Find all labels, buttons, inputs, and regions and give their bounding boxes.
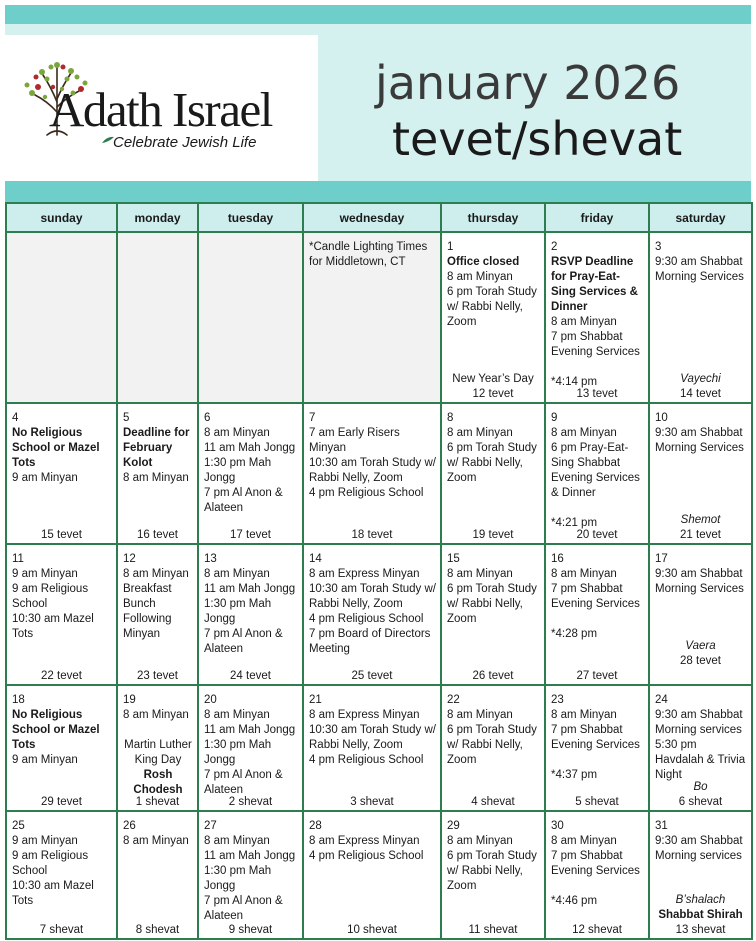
day-cell (303, 685, 441, 811)
hebrew-date-footer (442, 372, 544, 402)
day-cell-content (7, 812, 116, 938)
day-number: 12 (123, 553, 136, 565)
event-line: 7 pm Al Anon & Alateen (204, 769, 283, 796)
logo-tagline: Celebrate Jewish Life (113, 134, 257, 151)
day-cell (441, 232, 545, 403)
hebrew-date-footer (442, 923, 544, 938)
empty-day-cell (117, 232, 198, 403)
day-number: 10 (655, 412, 668, 424)
day-cell-content (650, 404, 751, 543)
day-cell (117, 403, 198, 544)
hebrew-date-footer (442, 528, 544, 543)
hebrew-date-footer (7, 669, 116, 684)
event-line: 8 am Minyan (123, 568, 189, 580)
header-bottom-bar (5, 181, 751, 202)
event-line: 4 pm Religious School (309, 850, 424, 862)
day-cell-content (199, 812, 302, 938)
special-shabbat: Shabbat Shirah (658, 909, 743, 921)
torah-portion: Shemot (680, 514, 721, 526)
logo-name: Adath Israel (49, 82, 272, 137)
event-line: 9 am Religious School (12, 583, 89, 610)
hebrew-date: 8 shevat (135, 924, 180, 936)
event-line: 10:30 am Torah Study w/ Rabbi Nelly, Zoom (309, 583, 436, 610)
event-line: 7 pm Shabbat Evening Services (551, 331, 640, 358)
day-number: 29 (447, 820, 460, 832)
spacer (551, 360, 644, 375)
event-line: 5:30 pm Havdalah & Trivia Night (655, 739, 746, 781)
day-cell-content (650, 545, 751, 684)
hebrew-date: 23 tevet (137, 670, 178, 682)
day-number: 25 (12, 820, 25, 832)
event-line: 1:30 pm Mah Jongg (204, 739, 272, 766)
hebrew-date-footer (7, 923, 116, 938)
day-cell (303, 403, 441, 544)
event-line: 8 am Minyan (204, 835, 270, 847)
event-line: 7 pm Board of Directors Meeting (309, 628, 431, 655)
empty-day-cell (6, 232, 117, 403)
hebrew-date: 28 tevet (680, 655, 721, 667)
event-line: 9:30 am Shabbat Morning services (655, 835, 743, 862)
hebrew-date: 11 shevat (468, 924, 518, 936)
weekday-header-saturday: saturday (649, 203, 752, 232)
event-line: 10:30 am Mazel Tots (12, 880, 94, 907)
day-cell (198, 811, 303, 939)
spacer (551, 879, 644, 894)
calendar-week-row (6, 232, 752, 403)
event-line: 10:30 am Torah Study w/ Rabbi Nelly, Zoom (309, 457, 436, 484)
event-line: 9 am Minyan (12, 568, 78, 580)
hebrew-date-footer (304, 669, 440, 684)
event-line: 9:30 am Shabbat Morning Services (655, 427, 744, 454)
day-cell-content (118, 686, 197, 810)
event-line: 8 am Minyan (204, 427, 270, 439)
day-cell (441, 811, 545, 939)
day-cell-content (442, 812, 544, 938)
day-cell-content (304, 233, 440, 402)
hebrew-date: 24 tevet (230, 670, 271, 682)
spacer (551, 501, 644, 516)
event-line: 4 pm Religious School (309, 487, 424, 499)
day-number: 30 (551, 820, 564, 832)
day-cell (649, 403, 752, 544)
day-cell-content (199, 686, 302, 810)
day-cell-content (118, 233, 197, 402)
event-line: 7 pm Al Anon & Alateen (204, 628, 283, 655)
day-number: 7 (309, 412, 316, 424)
hebrew-date-footer (442, 669, 544, 684)
logo (5, 35, 318, 181)
event-highlight: Rosh Chodesh (133, 769, 183, 796)
hebrew-date-footer (650, 372, 751, 402)
day-number: 6 (204, 412, 211, 424)
day-number: 18 (12, 694, 25, 706)
event-line: 11 am Mah Jongg (204, 583, 296, 595)
hebrew-date: 7 shevat (39, 924, 84, 936)
calendar-week-row (6, 811, 752, 939)
hebrew-date-footer (118, 528, 197, 543)
hebrew-date: 12 shevat (572, 924, 622, 936)
day-cell-content (7, 686, 116, 810)
hebrew-date: 27 tevet (576, 670, 618, 682)
day-number: 4 (12, 412, 19, 424)
day-number: 17 (655, 553, 668, 565)
torah-portion: Bo (693, 781, 708, 793)
event-line: 8 am Minyan (447, 709, 513, 721)
day-cell-content (546, 404, 648, 543)
day-number: 21 (309, 694, 322, 706)
hebrew-date: 15 tevet (41, 529, 82, 541)
day-number: 20 (204, 694, 217, 706)
hebrew-date-footer (546, 923, 648, 938)
hebrew-date-footer (546, 669, 648, 684)
event-line: 8 am Minyan (551, 427, 617, 439)
day-number: 27 (204, 820, 217, 832)
day-number: 11 (12, 553, 24, 565)
calendar-grid (5, 202, 753, 940)
hebrew-date: 4 shevat (471, 796, 515, 808)
hebrew-date: 9 shevat (228, 924, 273, 936)
event-line: *Candle Lighting Times for Middletown, CT (309, 241, 428, 268)
event-line: *4:14 pm (551, 376, 598, 388)
day-cell-content (442, 404, 544, 543)
event-line: 1:30 pm Mah Jongg (204, 457, 272, 484)
day-cell (441, 544, 545, 685)
hebrew-date: 20 tevet (576, 529, 618, 541)
day-cell (303, 811, 441, 939)
event-line: 6 pm Torah Study w/ Rabbi Nelly, Zoom (447, 583, 537, 625)
event-line: 11 am Mah Jongg (204, 442, 296, 454)
day-cell (117, 811, 198, 939)
day-cell (441, 685, 545, 811)
day-cell-content (304, 545, 440, 684)
day-cell (545, 232, 649, 403)
day-number: 15 (447, 553, 460, 565)
day-cell-content (199, 545, 302, 684)
day-cell-content (199, 233, 302, 402)
day-cell (545, 811, 649, 939)
hebrew-date-footer (304, 795, 440, 810)
day-cell (303, 544, 441, 685)
event-line: *4:28 pm (551, 628, 598, 640)
event-line: *4:37 pm (551, 769, 598, 781)
day-number: 28 (309, 820, 322, 832)
event-line: 8 am Minyan (123, 709, 189, 721)
day-cell-content (7, 233, 116, 402)
day-number: 24 (655, 694, 668, 706)
hebrew-date: 19 tevet (472, 529, 514, 541)
day-number: 14 (309, 553, 322, 565)
hebrew-date-footer (7, 528, 116, 543)
event-line: 6 pm Torah Study w/ Rabbi Nelly, Zoom (447, 286, 537, 328)
spacer (123, 723, 193, 738)
weekday-header-monday: monday (117, 203, 198, 232)
event-line: 8 am Express Minyan (309, 568, 420, 580)
event-line: 7 pm Al Anon & Alateen (204, 895, 283, 922)
hebrew-date-footer (442, 795, 544, 810)
hebrew-date-footer (7, 795, 116, 810)
hebrew-date: 2 shevat (228, 796, 273, 808)
day-number: 13 (204, 553, 217, 565)
weekday-header-row (6, 203, 752, 232)
hebrew-date: New Year’s Day (452, 373, 534, 385)
event-line: 10:30 am Mazel Tots (12, 613, 94, 640)
event-line: 11 am Mah Jongg (204, 850, 296, 862)
weekday-header-thursday: thursday (441, 203, 545, 232)
hebrew-date: 3 shevat (350, 796, 394, 808)
day-cell (649, 232, 752, 403)
day-cell-content (442, 545, 544, 684)
day-number: 2 (551, 241, 558, 253)
hebrew-date: 5 shevat (575, 796, 619, 808)
day-number: 8 (447, 412, 454, 424)
event-highlight: RSVP Deadline for Pray-Eat-Sing Services & Dinner (551, 256, 638, 313)
torah-portion: Vayechi (680, 373, 721, 385)
event-line: 4 pm Religious School (309, 613, 424, 625)
day-cell-content (304, 812, 440, 938)
hebrew-date: 17 tevet (230, 529, 271, 541)
day-cell-content (304, 404, 440, 543)
hebrew-date: 29 tevet (41, 796, 82, 808)
day-cell (198, 685, 303, 811)
day-cell-content (118, 404, 197, 543)
day-cell (198, 544, 303, 685)
day-cell-content (304, 686, 440, 810)
event-line: 6 pm Torah Study w/ Rabbi Nelly, Zoom (447, 442, 537, 484)
event-line: 6 pm Pray-Eat-Sing Shabbat Evening Services & Dinner (551, 442, 640, 499)
event-line: 6 pm Torah Study w/ Rabbi Nelly, Zoom (447, 850, 537, 892)
hebrew-date-footer (546, 528, 648, 543)
day-cell-content (546, 812, 648, 938)
hebrew-date-footer (118, 923, 197, 938)
day-cell-content (650, 233, 751, 402)
day-cell-content (199, 404, 302, 543)
event-line: 10:30 am Torah Study w/ Rabbi Nelly, Zoom (309, 724, 436, 751)
hebrew-date-footer (118, 669, 197, 684)
event-line: 8 am Minyan (551, 568, 617, 580)
day-cell-content (118, 812, 197, 938)
day-cell-content (7, 404, 116, 543)
day-cell (6, 811, 117, 939)
day-number: 22 (447, 694, 460, 706)
weekday-header-sunday: sunday (6, 203, 117, 232)
hebrew-date-footer (199, 923, 302, 938)
event-line: 8 am Minyan (204, 709, 270, 721)
day-cell-content (442, 233, 544, 402)
event-line: 9 am Religious School (12, 850, 89, 877)
event-highlight: Deadline for February Kolot (123, 427, 190, 469)
hebrew-date: 21 tevet (680, 529, 721, 541)
day-number: 31 (655, 820, 668, 832)
event-line: 1:30 pm Mah Jongg (204, 865, 272, 892)
day-cell-content (442, 686, 544, 810)
day-cell (649, 811, 752, 939)
day-cell-content (118, 545, 197, 684)
hebrew-date-footer (199, 669, 302, 684)
event-line: 8 am Minyan (123, 835, 189, 847)
weekday-header-friday: friday (545, 203, 649, 232)
day-number: 16 (551, 553, 564, 565)
hebrew-date-footer (546, 387, 648, 402)
day-cell-content (546, 233, 648, 402)
hebrew-date-footer (650, 893, 751, 938)
event-line: 9:30 am Shabbat Morning Services (655, 256, 744, 283)
day-cell (6, 403, 117, 544)
hebrew-date-footer (650, 780, 751, 810)
event-highlight: No Religious School or Mazel Tots (12, 427, 100, 469)
hebrew-date: 22 tevet (41, 670, 82, 682)
top-accent-bar (5, 5, 751, 24)
hebrew-date: 10 shevat (347, 924, 397, 936)
event-line: 4 pm Religious School (309, 754, 424, 766)
day-cell (545, 403, 649, 544)
event-line: 8 am Minyan (551, 835, 617, 847)
day-number: 9 (551, 412, 558, 424)
event-line: 8 am Minyan (551, 316, 617, 328)
event-line: 9 am Minyan (12, 472, 78, 484)
hebrew-date: 18 tevet (351, 529, 393, 541)
event-line: 9:30 am Shabbat Morning services (655, 709, 743, 736)
month-title: january 2026 (375, 56, 681, 110)
event-line: 8 am Minyan (123, 472, 189, 484)
day-cell (649, 685, 752, 811)
hebrew-date-footer (546, 795, 648, 810)
event-line: 6 pm Torah Study w/ Rabbi Nelly, Zoom (447, 724, 537, 766)
spacer (551, 612, 644, 627)
day-number: 26 (123, 820, 136, 832)
day-cell (545, 544, 649, 685)
day-number: 19 (123, 694, 136, 706)
day-number: 23 (551, 694, 564, 706)
weekday-header-tuesday: tuesday (198, 203, 303, 232)
event-line: *4:21 pm (551, 517, 598, 529)
event-line: 7 pm Al Anon & Alateen (204, 487, 283, 514)
day-cell (198, 403, 303, 544)
event-line: 11 am Mah Jongg (204, 724, 296, 736)
day-cell-content (546, 686, 648, 810)
hebrew-date: 26 tevet (472, 670, 514, 682)
event-highlight: No Religious School or Mazel Tots (12, 709, 100, 751)
calendar-week-row (6, 544, 752, 685)
hebrew-months-title: tevet/shevat (392, 112, 683, 166)
spacer (650, 669, 751, 684)
event-line: 8 am Express Minyan (309, 835, 420, 847)
event-line: 9 am Minyan (12, 835, 78, 847)
hebrew-date: 6 shevat (678, 796, 723, 808)
day-cell (117, 685, 198, 811)
torah-portion: Vaera (685, 640, 716, 652)
event-line: *4:46 pm (551, 895, 598, 907)
day-cell (6, 685, 117, 811)
torah-portion: B’shalach (675, 894, 726, 906)
event-line: 8 am Minyan (447, 568, 513, 580)
hebrew-date-footer (304, 923, 440, 938)
day-number: 1 (447, 241, 454, 253)
event-line: 9:30 am Shabbat Morning Services (655, 568, 744, 595)
event-line: 7 am Early Risers Minyan (309, 427, 400, 454)
event-line: 1:30 pm Mah Jongg (204, 598, 272, 625)
event-line: Breakfast Bunch Following Minyan (123, 583, 172, 640)
event-line: 8 am Minyan (447, 835, 513, 847)
event-line: 8 am Minyan (447, 271, 513, 283)
hebrew-date-footer (650, 639, 751, 684)
hebrew-date: 25 tevet (351, 670, 393, 682)
day-cell (441, 403, 545, 544)
day-number: 5 (123, 412, 130, 424)
weekday-header-wednesday: wednesday (303, 203, 441, 232)
empty-day-cell (303, 232, 441, 403)
hebrew-date: 13 shevat (675, 924, 726, 936)
event-line: 8 am Minyan (204, 568, 270, 580)
hebrew-date-footer (199, 795, 302, 810)
hebrew-date-footer (650, 513, 751, 543)
hebrew-date: 1 shevat (135, 796, 180, 808)
event-line: 8 am Express Minyan (309, 709, 420, 721)
day-cell-content (7, 545, 116, 684)
event-line: 8 am Minyan (447, 427, 513, 439)
hebrew-date-footer (199, 528, 302, 543)
empty-day-cell (198, 232, 303, 403)
day-cell (6, 544, 117, 685)
event-line: 9 am Minyan (12, 754, 78, 766)
day-cell (649, 544, 752, 685)
day-cell (545, 685, 649, 811)
day-cell-content (546, 545, 648, 684)
spacer (551, 753, 644, 768)
event-line: 7 pm Shabbat Evening Services (551, 850, 640, 877)
day-cell (117, 544, 198, 685)
hebrew-date-footer (304, 528, 440, 543)
event-line: Martin Luther King Day (124, 739, 192, 766)
event-highlight: Office closed (447, 256, 520, 268)
event-line: 7 pm Shabbat Evening Services (551, 583, 640, 610)
event-line: 8 am Minyan (551, 709, 617, 721)
day-number: 3 (655, 241, 662, 253)
day-cell-content (650, 686, 751, 810)
hebrew-date: 12 tevet (472, 388, 514, 400)
calendar-week-row (6, 403, 752, 544)
calendar-week-row (6, 685, 752, 811)
hebrew-date: 14 tevet (680, 388, 721, 400)
hebrew-date-footer (118, 795, 197, 810)
day-cell-content (650, 812, 751, 938)
hebrew-date: 13 tevet (576, 388, 618, 400)
event-line: 7 pm Shabbat Evening Services (551, 724, 640, 751)
hebrew-date: 16 tevet (137, 529, 178, 541)
